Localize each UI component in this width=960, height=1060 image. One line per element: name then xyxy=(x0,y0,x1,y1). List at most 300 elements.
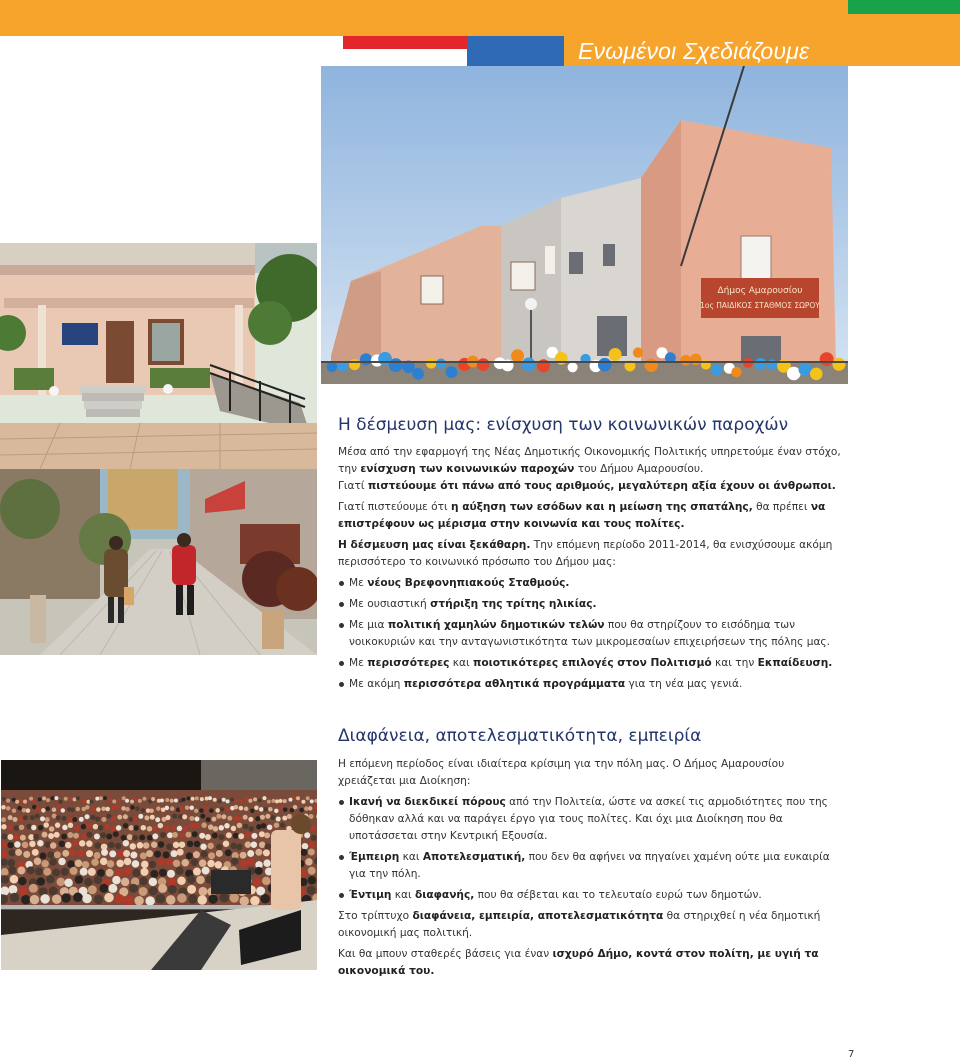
balloon xyxy=(755,358,767,370)
balloon xyxy=(598,358,612,372)
crowd-head xyxy=(204,806,209,811)
crowd-head xyxy=(199,833,205,839)
crowd-head xyxy=(167,870,175,878)
crowd-head xyxy=(13,817,18,822)
crowd-head xyxy=(45,817,50,822)
crowd-head xyxy=(93,824,99,830)
crowd-head xyxy=(156,894,166,904)
list-item: Έμπειρη και Αποτελεσματική, που δεν θα αφήνει να πηγαίνει χαμένη ούτε μια ευκαιρία για την πόλη. xyxy=(338,849,840,883)
balloon xyxy=(412,368,424,380)
crowd-head xyxy=(125,799,129,803)
crowd-head xyxy=(218,834,224,840)
crowd-head xyxy=(90,815,95,820)
crowd-head xyxy=(215,861,223,869)
crowd-head xyxy=(91,858,99,866)
crowd-head xyxy=(132,860,140,868)
header-orange-bar xyxy=(0,0,848,36)
crowd-head xyxy=(99,796,103,800)
crowd-head xyxy=(20,835,26,841)
crowd-head xyxy=(213,798,217,802)
list-item: Με ακόμη περισσότερα αθλητικά προγράμματα για τη νέα μας γενιά. xyxy=(338,676,853,693)
crowd-head xyxy=(221,814,226,819)
nursery-building-photo xyxy=(321,66,848,384)
crowd-head xyxy=(149,861,157,869)
crowd-head xyxy=(149,878,158,887)
crowd-head xyxy=(200,814,205,819)
crowd-head xyxy=(271,799,275,803)
crowd-head xyxy=(283,807,288,812)
crowd-head xyxy=(124,858,132,866)
crowd-head xyxy=(128,817,133,822)
balloon xyxy=(609,348,622,361)
crowd-head xyxy=(67,832,73,838)
crowd-head xyxy=(265,814,270,819)
crowd-head xyxy=(177,849,184,856)
crowd-head xyxy=(250,896,260,906)
crowd-head xyxy=(88,868,96,876)
crowd-head xyxy=(44,841,51,848)
crowd-head xyxy=(17,866,25,874)
crowd-head xyxy=(282,816,287,821)
crowd-head xyxy=(10,893,19,903)
crowd-head xyxy=(74,826,80,832)
crowd-head xyxy=(94,876,103,885)
crowd-head xyxy=(301,800,305,804)
crowd-head xyxy=(106,834,112,840)
crowd-head xyxy=(48,833,54,839)
crowd-head xyxy=(245,797,249,801)
crowd-head xyxy=(86,850,93,857)
crowd-head xyxy=(42,832,48,838)
crowd-head xyxy=(302,843,309,850)
crowd-head xyxy=(52,894,62,904)
crowd-head xyxy=(56,878,65,887)
crowd-head xyxy=(72,817,77,822)
crowd-head xyxy=(171,850,178,857)
crowd-head xyxy=(173,860,181,868)
crowd-head xyxy=(50,842,57,849)
balloon xyxy=(327,362,337,372)
crowd-head xyxy=(18,886,27,895)
crowd-head xyxy=(49,887,58,896)
crowd-head xyxy=(216,850,223,857)
crowd-head xyxy=(259,842,266,849)
section1-bullet-list xyxy=(338,575,853,693)
crowd-head xyxy=(259,831,265,837)
crowd-head xyxy=(179,841,186,848)
crowd-head xyxy=(139,887,148,896)
crowd-head xyxy=(19,799,23,803)
crowd-head xyxy=(1,805,6,810)
crowd-head xyxy=(82,861,90,869)
crowd-head xyxy=(216,844,223,851)
crowd-head xyxy=(166,815,171,820)
crowd-head xyxy=(308,806,313,811)
crowd-head xyxy=(73,833,79,839)
crowd-head xyxy=(308,876,317,885)
list-item: Με περισσότερες και ποιοτικότερες επιλογές στον Πολιτισμό και την Εκπαίδευση. xyxy=(338,655,853,672)
crowd-head xyxy=(6,799,10,803)
crowd-head xyxy=(142,797,146,801)
crowd-head xyxy=(2,797,6,801)
crowd-head xyxy=(35,814,40,819)
crowd-head xyxy=(19,825,25,831)
crowd-head xyxy=(166,859,174,867)
page-number: 7 xyxy=(848,1049,855,1060)
crowd-head xyxy=(215,808,220,813)
balloon xyxy=(477,358,490,371)
crowd-head xyxy=(41,860,49,868)
crowd-head xyxy=(21,895,31,905)
crowd-head xyxy=(280,822,286,828)
crowd-head xyxy=(267,825,273,831)
crowd-head xyxy=(189,806,194,811)
crowd-head xyxy=(46,798,50,802)
balloon xyxy=(511,349,524,362)
balloon xyxy=(832,358,845,371)
crowd-head xyxy=(205,834,211,840)
crowd-head xyxy=(38,797,42,801)
crowd-head xyxy=(14,825,19,831)
crowd-head xyxy=(230,798,234,802)
crowd-head xyxy=(231,843,238,850)
crowd-head xyxy=(141,808,146,813)
crowd-head xyxy=(305,858,313,866)
crowd-head xyxy=(263,849,270,856)
crowd-head xyxy=(54,796,58,800)
crowd-head xyxy=(172,814,177,819)
crowd-head xyxy=(87,832,93,838)
crowd-head xyxy=(157,858,165,866)
crowd-head xyxy=(224,823,230,829)
crowd-head xyxy=(140,852,147,859)
crowd-head xyxy=(170,799,174,803)
crowd-head xyxy=(198,895,208,905)
crowd-head xyxy=(75,859,83,867)
crowd-head xyxy=(150,815,155,820)
crowd-head xyxy=(304,806,309,811)
crowd-head xyxy=(1,817,6,822)
crowd-head xyxy=(39,852,46,859)
crowd-head xyxy=(250,809,255,814)
crowd-head xyxy=(121,878,130,887)
crowd-head xyxy=(8,885,17,894)
crowd-head xyxy=(85,805,90,810)
crowd-head xyxy=(15,800,19,804)
crowd-head xyxy=(77,850,84,857)
section1-title: Η δέσμευση μας: ενίσχυση των κοινωνικών παροχών xyxy=(338,415,789,435)
crowd-head xyxy=(193,851,200,858)
street-photo xyxy=(0,469,317,655)
section2-paragraph-1: Η επόμενη περίοδος είναι ιδιαίτερα κρίσιμη για την πόλη μας. Ο Δήμος Αμαρουσίου χρειάζεται μια Διοίκηση: xyxy=(338,758,785,787)
crowd-head xyxy=(179,807,184,812)
crowd-head xyxy=(54,851,61,858)
crowd-head xyxy=(288,798,292,802)
crowd-head xyxy=(194,822,200,828)
crowd-head xyxy=(38,825,44,831)
crowd-head xyxy=(237,823,243,829)
section2-bullet-list xyxy=(338,794,840,904)
crowd-head xyxy=(49,858,57,866)
crowd-head xyxy=(159,869,167,877)
balloon xyxy=(798,363,811,376)
header-orange-block xyxy=(848,14,960,66)
crowd-head xyxy=(46,807,51,812)
crowd-head xyxy=(135,806,140,811)
crowd-head xyxy=(34,857,42,865)
crowd-head xyxy=(12,798,16,802)
crowd-head xyxy=(105,807,110,812)
crowd-head xyxy=(255,867,263,875)
balloon xyxy=(633,347,643,357)
crowd-head xyxy=(67,860,75,868)
crowd-head xyxy=(278,806,283,811)
crowd-head xyxy=(263,807,268,812)
crowd-head xyxy=(174,798,178,802)
crowd-head xyxy=(243,824,249,830)
crowd-head xyxy=(109,850,116,857)
section1-paragraph-2: Γιατί πιστεύουμε ότι πάνω από τους αριθμούς, μεγαλύτερη αξία έχουν οι άνθρωποι. xyxy=(338,480,836,492)
crowd-head xyxy=(35,868,43,876)
crowd-head xyxy=(9,849,16,856)
crowd-head xyxy=(47,851,54,858)
crowd-head xyxy=(260,815,265,820)
crowd-head xyxy=(180,832,186,838)
crowd-head xyxy=(10,875,19,884)
crowd-head xyxy=(220,807,225,812)
crowd-head xyxy=(264,843,271,850)
crowd-head xyxy=(198,887,207,896)
crowd-head xyxy=(18,877,27,886)
crowd-head xyxy=(238,833,244,839)
crowd-head xyxy=(37,840,44,847)
crowd-head xyxy=(186,852,193,859)
crowd-head xyxy=(156,806,161,811)
crowd-head xyxy=(61,893,71,903)
crowd-head xyxy=(177,877,186,886)
crowd-head xyxy=(141,825,147,831)
crowd-head xyxy=(226,799,230,803)
crowd-head xyxy=(8,824,14,830)
crowd-head xyxy=(52,869,60,877)
balloon xyxy=(426,358,437,369)
crowd-head xyxy=(213,826,219,832)
crowd-head xyxy=(208,852,215,859)
crowd-head xyxy=(107,860,115,868)
crowd-head xyxy=(70,808,75,813)
balloon xyxy=(731,367,741,377)
crowd-head xyxy=(149,886,158,895)
crowd-head xyxy=(94,842,101,849)
crowd-head xyxy=(122,796,126,800)
crowd-head xyxy=(13,834,19,840)
crowd-head xyxy=(125,807,130,812)
crowd-head xyxy=(153,826,159,832)
crowd-head xyxy=(259,807,264,812)
crowd-head xyxy=(94,852,101,859)
crowd-head xyxy=(227,816,232,821)
crowd-head xyxy=(130,843,137,850)
crowd-head xyxy=(200,844,207,851)
crowd-head xyxy=(82,894,92,904)
balloon xyxy=(436,358,446,368)
crowd-head xyxy=(61,808,66,813)
crowd-head xyxy=(116,805,121,810)
crowd-head xyxy=(130,800,134,804)
crowd-head xyxy=(129,884,138,893)
crowd-head xyxy=(251,841,257,848)
crowd-head xyxy=(231,826,237,832)
crowd-head xyxy=(133,869,141,877)
crowd-head xyxy=(56,815,61,820)
crowd-head xyxy=(306,796,310,800)
crowd-head xyxy=(104,824,110,830)
crowd-head xyxy=(191,858,199,866)
crowd-head xyxy=(207,860,215,868)
crowd-head xyxy=(84,878,93,887)
crowd-head xyxy=(69,849,76,856)
crowd-head xyxy=(234,805,239,810)
crowd-head xyxy=(82,799,86,803)
balloon xyxy=(680,355,691,366)
crowd-head xyxy=(263,859,271,867)
crowd-head xyxy=(185,805,190,810)
crowd-head xyxy=(186,796,190,800)
crowd-head xyxy=(100,858,108,866)
crowd-head xyxy=(96,807,101,812)
crowd-head xyxy=(160,799,164,803)
crowd-head xyxy=(256,886,265,895)
crowd-head xyxy=(109,798,113,802)
crowd-head xyxy=(40,816,45,821)
balloon xyxy=(711,364,722,375)
header-blue-stripe xyxy=(467,36,564,66)
crowd-head xyxy=(226,832,232,838)
crowd-head xyxy=(172,832,178,838)
crowd-head xyxy=(253,797,257,801)
crowd-head xyxy=(251,833,257,839)
concert-photo xyxy=(1,760,317,970)
crowd-head xyxy=(59,841,66,848)
section2-paragraph-2: Στο τρίπτυχο διαφάνεια, εμπειρία, αποτελεσματικότητα θα στηριχθεί η νέα δημοτική οικονομική μας πολιτική. xyxy=(338,910,821,939)
crowd-head xyxy=(187,875,196,884)
crowd-head xyxy=(99,884,108,893)
crowd-head xyxy=(123,840,130,847)
crowd-head xyxy=(103,796,107,800)
balloon xyxy=(389,358,403,372)
crowd-head xyxy=(158,841,165,848)
crowd-head xyxy=(245,831,251,837)
crowd-head xyxy=(56,805,61,810)
nursery-sign-line2: 1ος ΠΑΙΔΙΚΟΣ ΣΤΑΘΜΟΣ ΣΩΡΟΥ xyxy=(700,301,820,310)
crowd-head xyxy=(267,800,271,804)
crowd-head xyxy=(223,840,230,847)
crowd-head xyxy=(166,895,176,905)
crowd-head xyxy=(183,826,189,832)
crowd-head xyxy=(230,893,240,903)
crowd-head xyxy=(181,859,189,867)
crowd-head xyxy=(49,826,55,832)
crowd-head xyxy=(276,817,281,822)
crowd-head xyxy=(112,876,121,885)
crowd-head xyxy=(234,798,238,802)
crowd-head xyxy=(177,826,183,832)
crowd-head xyxy=(260,894,270,904)
crowd-head xyxy=(274,809,279,814)
crowd-head xyxy=(139,834,145,840)
crowd-head xyxy=(247,858,255,866)
crowd-head xyxy=(222,798,226,802)
crowd-head xyxy=(1,850,8,857)
crowd-head xyxy=(106,869,114,877)
crowd-head xyxy=(61,834,67,840)
crowd-head xyxy=(308,849,315,856)
crowd-head xyxy=(117,815,122,820)
crowd-head xyxy=(283,799,287,803)
crowd-head xyxy=(164,826,170,832)
crowd-head xyxy=(40,894,50,904)
balloon xyxy=(360,353,372,365)
crowd-head xyxy=(307,886,316,895)
crowd-head xyxy=(76,807,81,812)
crowd-head xyxy=(138,799,142,803)
crowd-head xyxy=(299,808,304,813)
crowd-head xyxy=(262,877,271,886)
crowd-head xyxy=(70,867,78,875)
crowd-head xyxy=(201,850,208,857)
crowd-head xyxy=(141,861,149,869)
crowd-head xyxy=(111,806,116,811)
crowd-head xyxy=(140,868,148,876)
crowd-head xyxy=(206,817,211,822)
crowd-head xyxy=(116,860,124,868)
crowd-head xyxy=(33,834,39,840)
section2-title: Διαφάνεια, αποτελεσματικότητα, εμπειρία xyxy=(338,726,702,746)
crowd-head xyxy=(287,814,292,819)
crowd-head xyxy=(239,896,249,906)
crowd-head xyxy=(188,894,198,904)
crowd-head xyxy=(139,877,148,886)
crowd-head xyxy=(134,896,144,906)
crowd-head xyxy=(26,824,32,830)
crowd-head xyxy=(64,879,73,888)
crowd-head xyxy=(147,835,153,841)
crowd-head xyxy=(249,826,255,832)
crowd-head xyxy=(193,868,201,876)
crowd-head xyxy=(145,896,155,906)
page-header-title: Ενωμένοι Σχεδιάζουμε xyxy=(578,38,810,64)
list-item: Με νέους Βρεφονηπιακούς Σταθμούς. xyxy=(338,575,853,592)
crowd-head xyxy=(29,884,38,893)
entrance-photo xyxy=(0,243,317,469)
crowd-head xyxy=(29,841,36,848)
crowd-head xyxy=(130,852,137,859)
crowd-head xyxy=(22,842,29,849)
crowd-head xyxy=(23,815,28,820)
crowd-head xyxy=(208,894,218,904)
crowd-head xyxy=(147,826,153,832)
crowd-head xyxy=(211,817,216,822)
crowd-head xyxy=(158,823,164,829)
crowd-head xyxy=(208,796,212,800)
crowd-head xyxy=(143,842,150,849)
crowd-head xyxy=(237,816,242,821)
crowd-head xyxy=(75,875,84,884)
list-item: Με μια πολιτική χαμηλών δημοτικών τελών που θα στηρίζουν το εισόδημα των νοικοκυριών και την ανταγωνιστικότητα των μικρομεσαίων επιχειρήσεων της πόλης μας. xyxy=(338,617,853,651)
crowd-head xyxy=(247,850,254,857)
crowd-head xyxy=(94,895,104,905)
crowd-head xyxy=(278,799,282,803)
